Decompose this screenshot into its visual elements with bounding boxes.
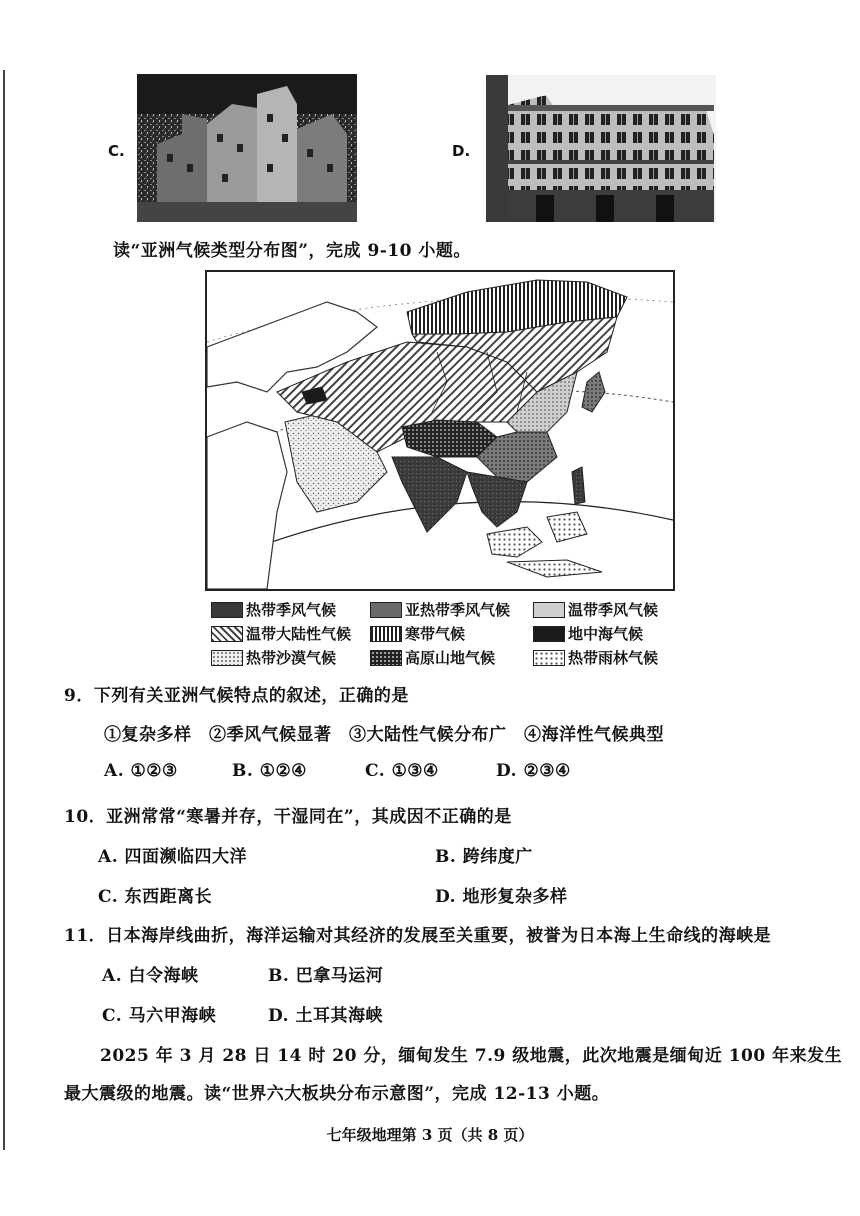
legend-swatch [533,626,565,642]
q9-option-d[interactable]: D. ②③④ [496,761,571,781]
q9-option-a[interactable]: A. ①②③ [104,761,178,781]
legend-swatch [533,650,565,666]
option-c-photo [137,74,357,222]
legend-label: 寒带气候 [405,625,466,643]
legend-item-cold [370,623,465,644]
legend-item-temperate-monsoon [533,599,658,620]
q10-option-b[interactable]: B. 跨纬度广 [435,847,533,867]
page-margin-rule [3,70,5,1150]
legend-label: 高原山地气候 [405,649,496,667]
legend-label: 地中海气候 [568,625,644,643]
legend-label: 亚热带季风气候 [405,601,511,619]
q10-stem: 10．亚洲常常“寒暑并存，干湿同在”，其成因不正确的是 [64,807,512,827]
legend-item-tropical-monsoon [211,599,336,620]
legend-swatch [370,626,402,642]
legend-swatch [211,650,243,666]
q10-option-d[interactable]: D. 地形复杂多样 [435,887,568,907]
legend-swatch [211,626,243,642]
legend-swatch [370,602,402,618]
asia-climate-map [205,270,675,591]
q11-stem: 11．日本海岸线曲折，海洋运输对其经济的发展至关重要，被誉为日本海上生命线的海峡是 [64,926,772,946]
option-c-label: C. [108,142,125,160]
legend-item-tropical-rainforest [533,647,658,668]
legend-swatch [370,650,402,666]
q10-option-a[interactable]: A. 四面濒临四大洋 [98,847,248,867]
q9-option-c[interactable]: C. ①③④ [365,761,439,781]
legend-swatch [211,602,243,618]
legend-label: 热带雨林气候 [568,649,659,667]
quake-intro-line1: 2025 年 3 月 28 日 14 时 20 分，缅甸发生 7.9 级地震，此次地震是缅甸近 100 年来发生 [100,1046,843,1066]
legend-swatch [533,602,565,618]
legend-label: 热带沙漠气候 [246,649,337,667]
legend-label: 热带季风气候 [246,601,337,619]
quake-intro-line2: 最大震级的地震。读“世界六大板块分布示意图”，完成 12-13 小题。 [64,1084,610,1104]
q9-statements: ①复杂多样 ②季风气候显著 ③大陆性气候分布广 ④海洋性气候典型 [104,725,664,745]
q11-option-d[interactable]: D. 土耳其海峡 [268,1006,383,1026]
legend-label: 温带季风气候 [568,601,659,619]
q11-option-c[interactable]: C. 马六甲海峡 [102,1006,217,1026]
q9-stem: 9．下列有关亚洲气候特点的叙述，正确的是 [64,686,409,706]
legend-item-plateau [370,647,495,668]
option-d-label: D. [452,142,471,160]
option-d-photo [486,75,716,222]
legend-item-subtropical-monsoon [370,599,510,620]
legend-item-temperate-continental [211,623,351,644]
q11-option-a[interactable]: A. 白令海峡 [102,966,199,986]
legend-label: 温带大陆性气候 [246,625,352,643]
q9-option-b[interactable]: B. ①②④ [232,761,307,781]
legend-item-mediterranean [533,623,643,644]
legend-item-tropical-desert [211,647,336,668]
q11-option-b[interactable]: B. 巴拿马运河 [268,966,384,986]
map-intro-text: 读“亚洲气候类型分布图”，完成 9-10 小题。 [113,241,471,261]
q10-option-c[interactable]: C. 东西距离长 [98,887,213,907]
page-footer: 七年级地理第 3 页（共 8 页） [326,1126,534,1144]
